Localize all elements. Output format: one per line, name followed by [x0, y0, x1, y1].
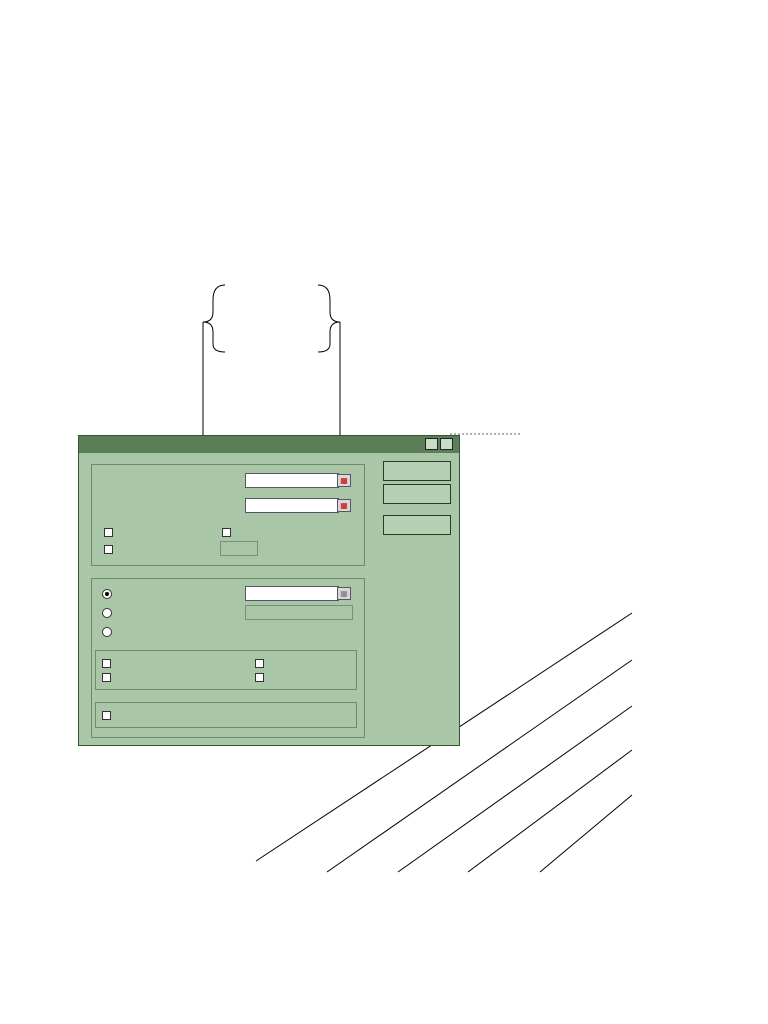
output-range-radio[interactable]	[102, 589, 112, 599]
dialog-title-bar[interactable]	[79, 436, 459, 453]
range-picker-icon[interactable]: ▦	[337, 499, 351, 512]
std-residuals-checkbox[interactable]	[102, 673, 111, 682]
input-y-range[interactable]	[245, 473, 339, 488]
confidence-input[interactable]	[220, 541, 258, 556]
output-range-input[interactable]	[245, 586, 339, 601]
normal-probability-group	[95, 702, 357, 728]
residuals-group	[95, 650, 357, 690]
close-icon[interactable]	[440, 438, 453, 450]
cancel-button[interactable]	[383, 484, 451, 504]
predicted-cell[interactable]	[572, 858, 630, 874]
constant-zero-checkbox[interactable]	[222, 528, 231, 537]
help-button[interactable]	[383, 515, 451, 535]
input-x-range[interactable]	[245, 498, 339, 513]
range-picker-icon[interactable]: ▦	[337, 587, 351, 600]
line-fit-checkbox[interactable]	[255, 673, 264, 682]
labels-checkbox[interactable]	[104, 528, 113, 537]
coefficient-cell[interactable]	[312, 858, 390, 874]
new-workbook-radio[interactable]	[102, 627, 112, 637]
confidence-checkbox[interactable]	[104, 545, 113, 554]
new-ply-radio[interactable]	[102, 608, 112, 618]
help-icon[interactable]	[425, 438, 438, 450]
ok-button[interactable]	[383, 461, 451, 481]
regression-dialog[interactable]	[78, 435, 460, 746]
intercept-cell[interactable]	[190, 858, 252, 874]
new-ply-input[interactable]	[245, 605, 353, 620]
range-picker-icon[interactable]: ▦	[337, 474, 351, 487]
normal-plots-checkbox[interactable]	[102, 711, 111, 720]
residuals-checkbox[interactable]	[102, 659, 111, 668]
residual-plots-checkbox[interactable]	[255, 659, 264, 668]
